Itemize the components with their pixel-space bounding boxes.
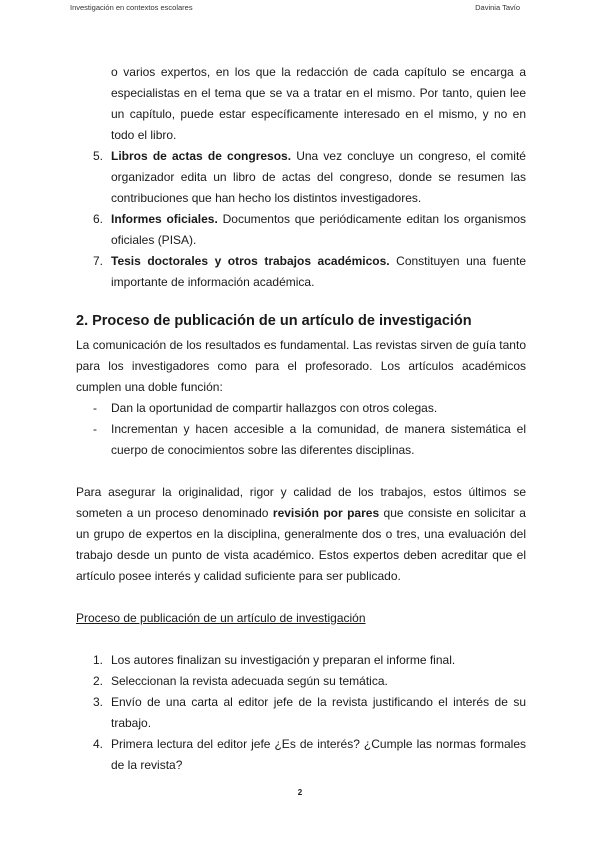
list-item <box>76 209 526 251</box>
list-item-number: 5. <box>93 149 104 163</box>
functions-list <box>76 398 526 461</box>
continuation-paragraph: o varios expertos, en los que la redacción de cada capítulo se encarga a especialistas en el tema que se va a tratar en el mismo. Por tanto, quien lee un capítulo, puede estar específicamente interesado en el mismo, y no en todo el libro. <box>111 65 526 142</box>
page-number: 2 <box>297 788 303 797</box>
dash-marker: - <box>93 422 97 436</box>
list-item-number: 2. <box>93 674 104 688</box>
list-item-text: Seleccionan la revista adecuada según su temática. <box>111 674 388 688</box>
process-steps-list <box>76 650 526 776</box>
list-item-title: Libros de actas de congresos. <box>111 149 292 163</box>
list-item-number: 3. <box>93 695 104 709</box>
list-item <box>76 419 526 461</box>
peer-review-paragraph <box>76 482 526 587</box>
list-item <box>76 650 526 671</box>
header-author: Davinia Tavío <box>475 3 520 12</box>
list-item-text: Envío de una carta al editor jefe de la revista justificando el interés de su trabajo. <box>111 695 526 730</box>
list-item-text: Constituyen una fuente importante de información académica. <box>111 254 526 289</box>
list-item-title: Tesis doctorales y otros trabajos académicos. <box>111 254 390 268</box>
list-item <box>76 398 526 419</box>
list-item <box>76 692 526 734</box>
list-item <box>76 734 526 776</box>
peer-review-term: revisión por pares <box>272 506 380 520</box>
header-title: Investigación en contextos escolares <box>70 3 193 12</box>
list-item-number: 6. <box>93 212 104 226</box>
list-item-text: Incrementan y hacen accesible a la comunidad, de manera sistemática el cuerpo de conocimientos sobre las diferentes disciplinas. <box>111 422 526 457</box>
list-item <box>76 146 526 209</box>
dash-marker: - <box>93 401 97 415</box>
page-header <box>0 0 600 16</box>
section-intro: La comunicación de los resultados es fundamental. Las revistas sirven de guía tanto para los investigadores como para el profesorado. Los artículos académicos cumplen una doble función: <box>76 338 526 394</box>
list-item-number: 7. <box>93 254 104 268</box>
publication-types-list <box>76 146 526 293</box>
paragraph-text: que consiste en solicitar a un grupo de expertos en la disciplina, generalmente dos o tres, una evaluación del trabajo desde un punto de vista académico. Estos expertos deben acreditar que el artículo posee interés y calidad suficiente para ser publicado. <box>76 506 526 583</box>
document-body <box>76 62 526 776</box>
list-item-text: Los autores finalizan su investigación y preparan el informe final. <box>111 653 456 667</box>
section-heading: 2. Proceso de publicación de un artículo de investigación <box>76 313 472 329</box>
list-item-text: Dan la oportunidad de compartir hallazgos con otros colegas. <box>111 401 438 415</box>
list-item <box>76 251 526 293</box>
paragraph-text: Para asegurar la originalidad, rigor y calidad de los trabajos, estos últimos se someten a un proceso denominado <box>76 485 526 520</box>
list-item-text: Documentos que periódicamente editan los organismos oficiales (PISA). <box>111 212 526 247</box>
list-item-text: Primera lectura del editor jefe ¿Es de interés? ¿Cumple las normas formales de la revista? <box>111 737 526 772</box>
list-item <box>76 671 526 692</box>
list-item-number: 4. <box>93 737 104 751</box>
list-item-text: Una vez concluye un congreso, el comité organizador edita un libro de actas del congreso, donde se resumen las contribuciones que han hecho los distintos investigadores. <box>111 149 526 205</box>
list-item-title: Informes oficiales. <box>111 212 218 226</box>
process-subheading: Proceso de publicación de un artículo de investigación <box>76 611 366 625</box>
list-item-number: 1. <box>93 653 104 667</box>
